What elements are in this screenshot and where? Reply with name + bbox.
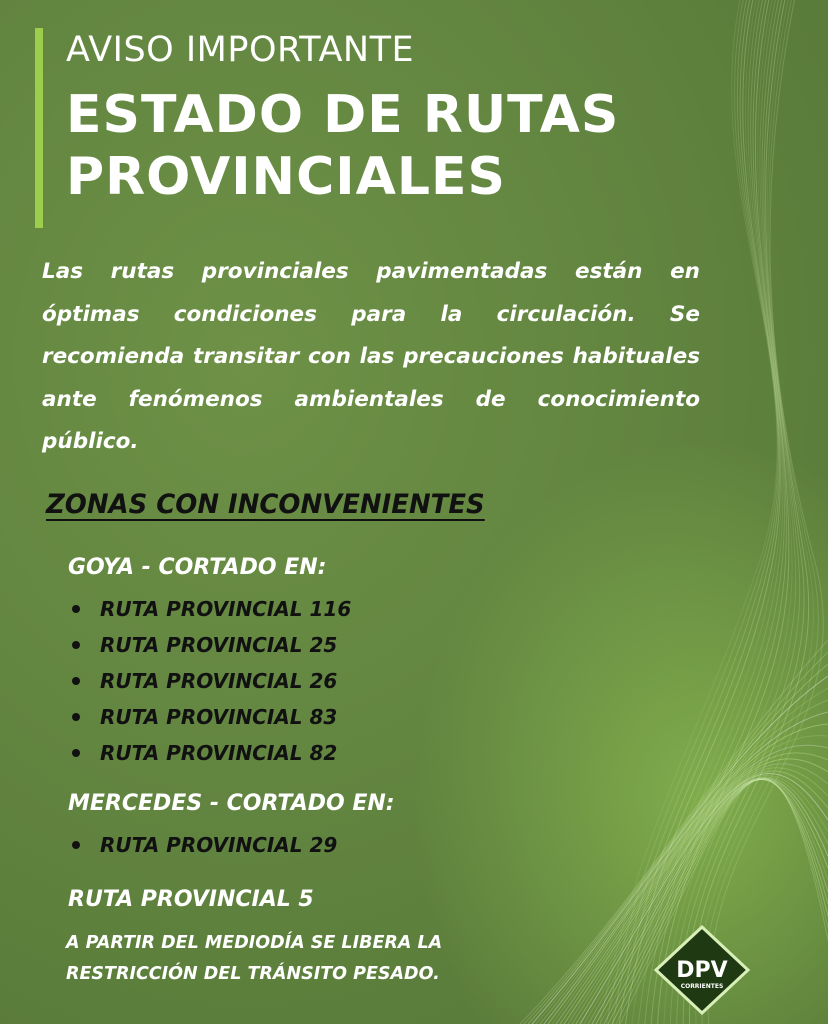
list-item [72, 663, 351, 699]
zone-title-goya: GOYA - CORTADO EN: [68, 555, 327, 580]
route-label: RUTA PROVINCIAL 116 [100, 597, 352, 621]
bullet-icon [72, 841, 80, 849]
bullet-icon [72, 677, 80, 685]
list-item [72, 735, 351, 771]
title-line-2: PROVINCIALES [66, 147, 506, 207]
route-label: RUTA PROVINCIAL 29 [100, 833, 338, 857]
page-title [66, 84, 619, 208]
intro-paragraph: Las rutas provinciales pavimentadas están en óptimas condiciones para la circulación. Se recomienda transitar con las precauciones habituales ante fenómenos ambientales de conocimiento público. [42, 259, 700, 454]
route5-line-1: A PARTIR DEL MEDIODÍA SE LIBERA LA [66, 933, 443, 953]
bullet-icon [72, 605, 80, 613]
dpv-logo [652, 925, 752, 1015]
route-list-goya [72, 591, 351, 771]
route-label: RUTA PROVINCIAL 83 [100, 705, 338, 729]
section-title: ZONAS CON INCONVENIENTES [46, 489, 485, 520]
route-label: RUTA PROVINCIAL 82 [100, 741, 338, 765]
logo-subtitle: CORRIENTES [680, 983, 724, 990]
zone-title-mercedes: MERCEDES - CORTADO EN: [68, 791, 395, 816]
route-label: RUTA PROVINCIAL 25 [100, 633, 338, 657]
list-item [72, 699, 351, 735]
list-item [72, 827, 337, 863]
title-line-1: ESTADO DE RUTAS [66, 85, 620, 145]
bullet-icon [72, 641, 80, 649]
route-label: RUTA PROVINCIAL 26 [100, 669, 338, 693]
list-item [72, 591, 351, 627]
route5-notice [66, 928, 586, 990]
kicker-heading: AVISO IMPORTANTE [66, 30, 415, 70]
route5-title: RUTA PROVINCIAL 5 [68, 887, 314, 912]
bullet-icon [72, 749, 80, 757]
logo-text: DPV [676, 958, 728, 983]
bullet-icon [72, 713, 80, 721]
route-list-mercedes [72, 827, 337, 863]
route5-line-2: RESTRICCIÓN DEL TRÁNSITO PESADO. [66, 964, 440, 984]
accent-bar [35, 28, 43, 228]
list-item [72, 627, 351, 663]
